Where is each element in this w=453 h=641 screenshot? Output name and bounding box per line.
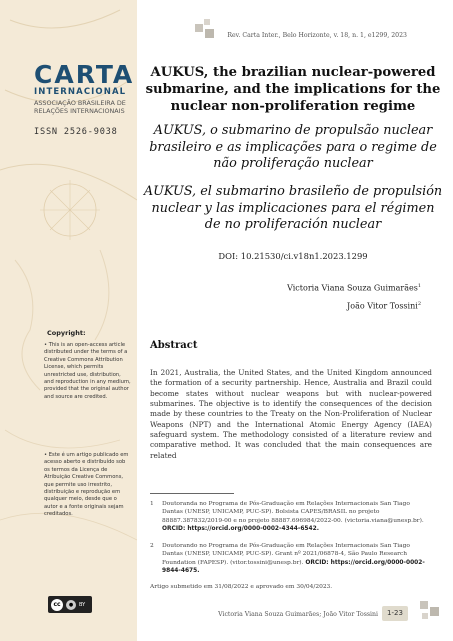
logo-subtitle: INTERNACIONAL [34, 87, 127, 97]
footnote-2-orcid-link[interactable]: ORCID: https://orcid.org/0000-0002-9844-4675. [162, 559, 425, 574]
logo-wordmark: CARTA [34, 60, 135, 89]
footnote-divider [150, 493, 234, 494]
abstract-text: In 2021, Australia, the United States, and the United Kingdom announced the formation of a security partnership. Hence, Australia and Brazil could become states without nuclear weapons but with nuclear-powered submarines. The objective is to identify the consequences of the decision made by these countries to the Treaty on the Non-Proliferation of Nuclear Weapons (NPT) and the International Atomic Energy Agency (IAEA) safeguard system. The methodology consisted of a literature review and comparative method. It was concluded that the main consequences are related [150, 368, 432, 460]
page-number: 1-23 [382, 606, 408, 621]
cc-by-label: BY [79, 601, 86, 608]
footnote-1-number: 1 [150, 501, 154, 507]
footnote-1-orcid-link[interactable]: ORCID: https://orcid.org/0000-0002-4344-6542. [162, 525, 319, 532]
copyright-english [44, 342, 132, 401]
cc-icon: cc [51, 599, 63, 611]
copyright-text-en: • This is an open-access article distributed under the terms of a Creative Commons Attribution License, which permits unrestricted use, distribution, and reproduction in any medium, provided that the original author and source are credited. [44, 342, 131, 400]
author-1-footnote-mark[interactable]: 1 [417, 283, 421, 289]
issn: ISSN 2526-9038 [34, 127, 118, 137]
author-2-footnote-mark[interactable]: 2 [417, 301, 421, 307]
logo-assoc-line1: ASSOCIAÇÃO BRASILEIRA DE [34, 99, 126, 107]
by-icon: ● [66, 600, 76, 610]
logo-assoc-line2: RELAÇÕES INTERNACIONAIS [34, 107, 125, 115]
journal-logo [34, 60, 135, 115]
journal-reference: Rev. Carta Inter., Belo Horizonte, v. 18, n. 1, e1299, 2023 [227, 32, 407, 39]
title-spanish: AUKUS, el submarino brasileño de propulsión nuclear y las implicaciones para el régimen de no proliferación nuclear [143, 184, 443, 232]
footer-decorative-squares-icon [417, 597, 445, 625]
doi-link[interactable]: DOI: 10.21530/ci.v18n1.2023.1299 [218, 251, 368, 261]
footnote-1 [150, 500, 432, 533]
author-2-name: João Vitor Tossini [347, 301, 418, 311]
creative-commons-badge[interactable] [48, 596, 92, 613]
title-english: AUKUS, the brazilian nuclear-powered submarine, and the implications for the nuclear non-proliferation regime [145, 65, 441, 114]
footnote-1-text: Doutoranda no Programa de Pós-Graduação em Relações Internacionais San Tiago Dantas (UNESP, UNICAMP, PUC-SP). Bolsista CAPES/BRASIL no projeto 88887.387832/2019-00 e no projeto 88887.696984/2022-00. (victoria.viana@unesp.br). [162, 501, 424, 524]
footnote-2 [150, 542, 432, 575]
copyright-title: Copyright: [47, 329, 86, 337]
footnote-2-number: 2 [150, 543, 154, 549]
submission-dates: Artigo submetido em 31/08/2022 e aprovado em 30/04/2023. [150, 584, 333, 590]
author-2 [347, 301, 421, 311]
decorative-squares-icon [193, 17, 221, 41]
footer-authors: Victoria Viana Souza Guimarães; João Vitor Tossini [218, 611, 378, 618]
footnote-2-text: Doutorando no Programa de Pós-Graduação em Relações Internacionais San Tiago Dantas (UNESP, UNICAMP, PUC-SP). Grant nº 2021/06878-4, São Paulo Research Foundation (FAPESP). (vitor.tossini@unesp.br). [162, 543, 410, 566]
author-1 [287, 283, 421, 293]
abstract-heading: Abstract [150, 340, 198, 351]
copyright-text-pt: • Este é um artigo publicado em acesso aberto e distribuído sob os termos da Licença de Atribuição Creative Commons, que permite uso irrestrito, distribuição e reprodução em qualquer meio, desde que o autor e a fonte originais sejam creditados. [44, 452, 129, 518]
sidebar [0, 0, 137, 641]
copyright-portuguese [44, 452, 132, 519]
logo-association [34, 99, 126, 115]
author-1-name: Victoria Viana Souza Guimarães [287, 283, 418, 293]
title-portuguese: AUKUS, o submarino de propulsão nuclear brasileiro e as implicações para o regime de não proliferação nuclear [149, 123, 437, 171]
